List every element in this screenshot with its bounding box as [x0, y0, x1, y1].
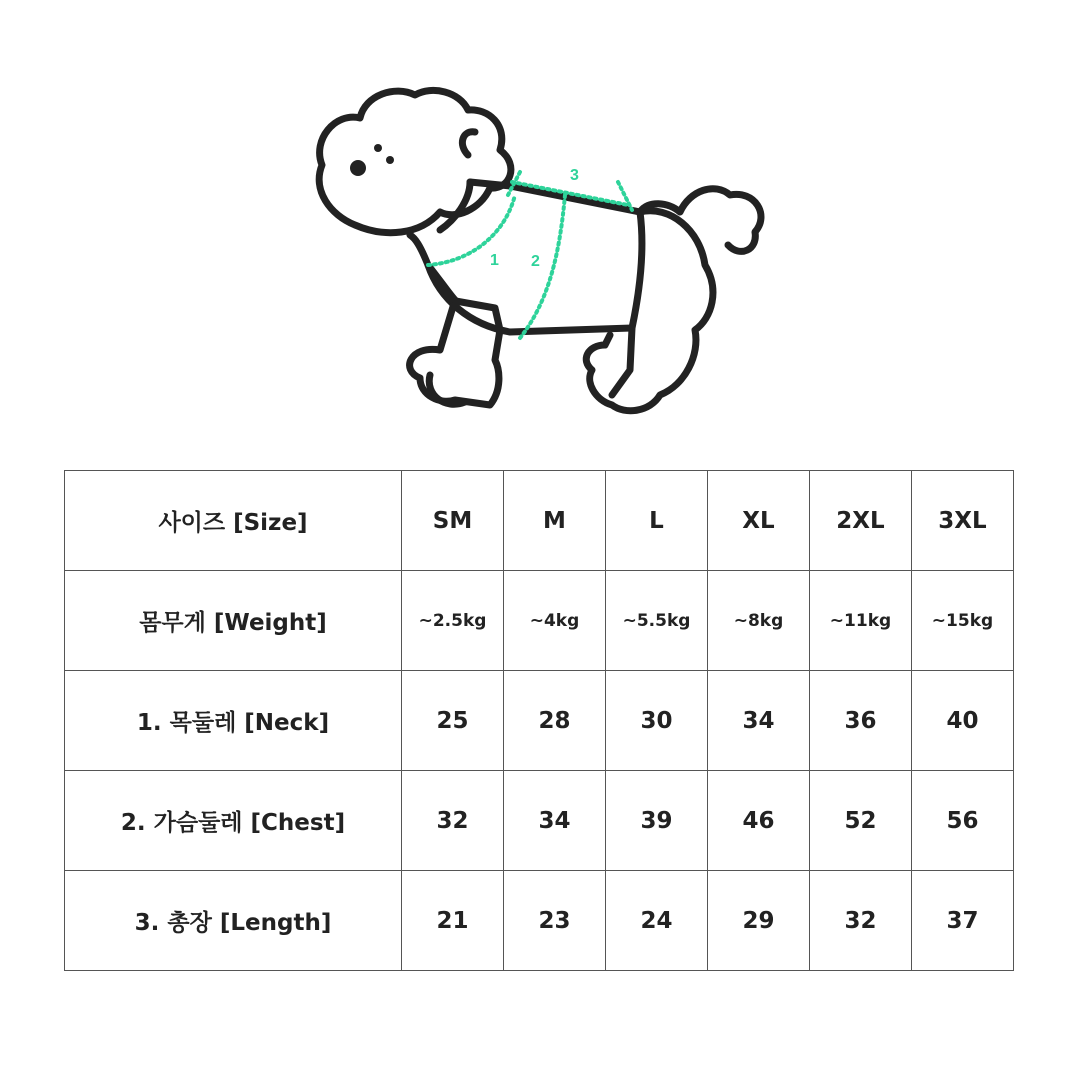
dog-ear-outline: [462, 132, 475, 155]
length-3xl: 37: [912, 871, 1014, 971]
size-l: L: [606, 471, 708, 571]
size-chart-table: [64, 470, 1014, 971]
dog-body-outline: [410, 182, 642, 332]
chest-m: 34: [504, 771, 606, 871]
neck-xl: 34: [708, 671, 810, 771]
weight-3xl: ~15kg: [912, 571, 1014, 671]
weight-l: ~5.5kg: [606, 571, 708, 671]
weight-xl: ~8kg: [708, 571, 810, 671]
dog-eye-icon: [386, 156, 394, 164]
dog-nose-icon: [350, 160, 366, 176]
neck-sm: 25: [402, 671, 504, 771]
length-m: 23: [504, 871, 606, 971]
neck-3xl: 40: [912, 671, 1014, 771]
dog-front-leg-outline: [410, 300, 500, 405]
weight-2xl: ~11kg: [810, 571, 912, 671]
size-3xl: 3XL: [912, 471, 1014, 571]
length-sm: 21: [402, 871, 504, 971]
dog-head-outline: [319, 90, 511, 232]
chest-label: 2. 가슴둘레 [Chest]: [65, 771, 402, 871]
chest-measure-line: [520, 195, 565, 338]
neck-marker: 1: [490, 252, 499, 269]
neck-l: 30: [606, 671, 708, 771]
size-sm: SM: [402, 471, 504, 571]
length-marker: 3: [570, 167, 579, 184]
table-row: [65, 871, 1014, 971]
table-row: [65, 571, 1014, 671]
chest-sm: 32: [402, 771, 504, 871]
neck-m: 28: [504, 671, 606, 771]
neck-label: 1. 목둘레 [Neck]: [65, 671, 402, 771]
chest-2xl: 52: [810, 771, 912, 871]
table-row: [65, 771, 1014, 871]
size-2xl: 2XL: [810, 471, 912, 571]
dog-illustration: [300, 80, 780, 425]
chest-l: 39: [606, 771, 708, 871]
table-row: [65, 471, 1014, 571]
size-label: 사이즈 [Size]: [65, 471, 402, 571]
length-xl: 29: [708, 871, 810, 971]
weight-m: ~4kg: [504, 571, 606, 671]
neck-2xl: 36: [810, 671, 912, 771]
dog-collar-line: [440, 182, 470, 230]
dog-rear-leg-outline: [586, 211, 713, 411]
length-2xl: 32: [810, 871, 912, 971]
size-xl: XL: [708, 471, 810, 571]
size-m: M: [504, 471, 606, 571]
chest-3xl: 56: [912, 771, 1014, 871]
poodle-measurement-diagram: [300, 80, 780, 425]
length-label: 3. 총장 [Length]: [65, 871, 402, 971]
dog-rear-leg-inner: [612, 328, 632, 395]
dog-eye-icon: [374, 144, 382, 152]
chest-marker: 2: [531, 253, 540, 270]
weight-sm: ~2.5kg: [402, 571, 504, 671]
chest-xl: 46: [708, 771, 810, 871]
weight-label: 몸무게 [Weight]: [65, 571, 402, 671]
length-l: 24: [606, 871, 708, 971]
table-row: [65, 671, 1014, 771]
